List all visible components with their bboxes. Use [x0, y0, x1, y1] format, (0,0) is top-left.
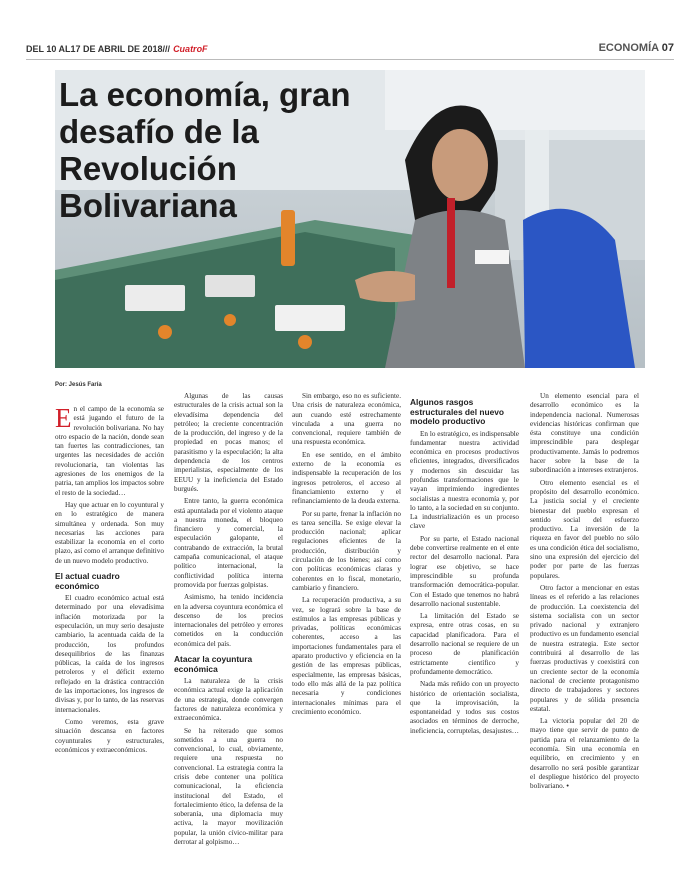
paragraph: Nada más reñido con un proyecto histórico de orientación socialista, que la improvisación, la espontaneidad y todos sus costos asociados en términos de derroche, ineficiencia, corruptelas, desajustes… — [410, 680, 519, 735]
paragraph: Hay que actuar en lo coyuntural y en lo estratégico de manera simultánea y ordenada. Son muy necesarias las acciones para estabilizar la economía en el corto plazo, así como el arranque definitivo de un nuevo modelo productivo. — [55, 500, 164, 565]
section-label — [599, 42, 674, 54]
end-mark: • — [566, 782, 569, 791]
issue-date-line — [26, 44, 208, 54]
issue-date: DEL 10 AL17 DE ABRIL DE 2018/// — [26, 44, 171, 54]
paragraph: La recuperación productiva, a su vez, se logrará sobre la base de estímulos a las empresas públicas y privadas, políticas económicas coherentes, acceso a las importaciones fundamentales para el aparato productivo y eficiencia en la gestión de las empresas públicas, especialmente, las empresas básicas, todo ello más allá de la paz política necesaria y condiciones internacionales mínimas para el crecimiento económico. — [292, 596, 401, 716]
article-column-5 — [530, 392, 639, 862]
lead-photo — [55, 70, 645, 368]
subheading-actual: El actual cuadro económico — [55, 571, 120, 591]
paragraph: La limitación del Estado se expresa, entre otras cosas, en su capacidad planificadora. Para el desarrollo nacional se requiere de un proceso de planificación estrictamente científico y profundamente democrático. — [410, 612, 519, 676]
paragraph: Un elemento esencial para el desarrollo económico es la independencia nacional. Numerosas evidencias históricas confirman que ésta constituye una condición imprescindible para desplegar productivamente. Jamás lo podremos hacer sobre la base de la subordinación a intereses extranjeros. — [530, 392, 639, 475]
paragraph: Sin embargo, eso no es suficiente. Una crisis de naturaleza económica, aun cuando esté estrechamente vinculada a una guerra no convencional, requiere también de una respuesta económica. — [292, 392, 401, 447]
byline: Por: Jesús Faría — [55, 382, 102, 388]
subheading-rasgos: Algunos rasgos estructurales del nuevo modelo productivo — [410, 397, 505, 426]
paragraph: Entre tanto, la guerra económica está apuntalada por el violento ataque a nuestra moneda, el bloqueo financiero y comercial, la especulación galopante, el contrabando de extracción, la brutal campaña comunicacional, el ataque político internacional, la conflictividad política interna promovida por fuerzas golpistas. — [174, 497, 283, 589]
paragraph: Otro factor a mencionar en estas líneas es el referido a las relaciones de producción. La coexistencia del sistema socialista con un sector privado nacional y extranjero productivo es un fundamento esencial de nuestra estrategia. Este sector contribuirá al desarrollo de las fuerzas productivas y coexistirá con un creciente sector de la economía nacional de creciente protagonismo directo de trabajadores y sectores populares y de sólida presencia estatal. — [530, 583, 639, 713]
intro-paragraph: En el campo de la economía se está jugando el futuro de la revolución bolivariana. No hay otro espacio de la nación, donde sean tan fuertes las contradicciones, tan urgentes las necesidades de acción revolucionaria, tan violentas las agresiones de los enemigos de la patria, tan amplios los impactos sobre el resto de la sociedad… — [55, 405, 164, 497]
subheading-atacar: Atacar la coyuntura económica — [174, 654, 253, 674]
closing-paragraph: La victoria popular del 20 de mayo tiene que servir de punto de partida para el relanzamiento de la economía. Sin una economía en equilibrio, en crecimiento y en desarrollo no será posible garantizar el despliegue histórico del proyecto bolivariano. • — [530, 717, 639, 791]
paragraph: Como veremos, esta grave situación descansa en factores coyunturales y estructurales, económicos y extraeconómicos. — [55, 717, 164, 754]
paragraph: Por su parte, frenar la inflación no es tarea sencilla. Se exige elevar la producción nacional; aplicar regulaciones eficientes de la producción, distribución y circulación de los bienes; así como con políticas económicas claras y coherentes en lo fiscal, monetario, cambiario y financiero. — [292, 509, 401, 592]
paragraph: La naturaleza de la crisis económica actual exige la aplicación de una estrategia, donde convergen factores de naturaleza económica y extraeconómica. — [174, 677, 283, 723]
paragraph: Asimismo, ha tenido incidencia en la adversa coyuntura económica el descenso de los precios internacionales del petróleo y errores cometidos en la conducción económica del país. — [174, 593, 283, 648]
section-name: ECONOMÍA — [598, 42, 659, 54]
article-column-4 — [410, 392, 519, 862]
paragraph: Se ha reiterado que somos sometidos a una guerra no convencional, lo cual, obviamente, requiere una respuesta no convencional. La estrategia contra la crisis debe contener una política comunicacional, la eficiencia institucional del Estado, el fortalecimiento ético, la defensa de la soberanía, una diplomacia muy activa, la mayor movilización popular, la unión cívico-militar para derrotar al golpismo… — [174, 726, 283, 847]
brand-logo: CuatroF — [173, 44, 208, 54]
page-number: 07 — [661, 42, 674, 54]
drop-cap: E — [55, 405, 72, 433]
paragraph: Otro elemento esencial es el propósito del desarrollo económico. La justicia social y el creciente bienestar del pueblo expresan el sentido social del esfuerzo productivo. La inversión de la riqueza en favor del pueblo no sólo es una condición ética del socialismo, sino una expresión del ejercicio del poder por parte de las fuerzas populares. — [530, 478, 639, 580]
paragraph: Algunas de las causas estructurales de la crisis actual son la elevadísima dependencia del petróleo; la creciente concentración de la producción, del ingreso y de la propiedad en pocas manos; el parasitismo y la especulación; la alta dependencia de los centros imperialistas, especialmente de los EEUU y la ineficiencia del Estado burgués. — [174, 392, 283, 493]
paragraph: El cuadro económico actual está determinado por una elevadísima inflación motorizada por la especulación, un muy serio desajuste cambiario, la acentuada caída de la producción, los profundos desequilibrios de las finanzas públicas, la caída de los ingresos petroleros y el déficit externo reflejado en la drástica contracción de las importaciones, los ingresos de divisas y, por lo tanto, de las reservas internacionales. — [55, 594, 164, 714]
paragraph: En lo estratégico, es indispensable fundamentar nuestra actividad económica en procesos productivos eficientes, integrados, diversificados y modernos sin descuidar las profundas transformaciones que le vayan imprimiendo ingredientes socialistas a nuestra economía y, por lo tanto, a la sociedad en su conjunto. La industrialización es un proceso clave — [410, 429, 519, 531]
article-column-2 — [174, 392, 283, 862]
article-column-3 — [292, 392, 401, 862]
paragraph: Por su parte, el Estado nacional debe convertirse realmente en el ente rector del desarrollo nacional. Para lograr ese objetivo, se hace imprescindible su profunda transformación democrática-popular. Con el Estado que tenemos no habrá desarrollo nacional sustentable. — [410, 534, 519, 608]
headline: La economía, gran desafío de la Revolución Bolivariana — [59, 76, 351, 224]
page-header — [26, 42, 674, 60]
article-column-1 — [55, 405, 164, 872]
paragraph: En ese sentido, en el ámbito externo de la economía es indispensable la recuperación de los ingresos petroleros, el acceso al financiamiento externo y el refinanciamiento de la deuda externa. — [292, 450, 401, 506]
